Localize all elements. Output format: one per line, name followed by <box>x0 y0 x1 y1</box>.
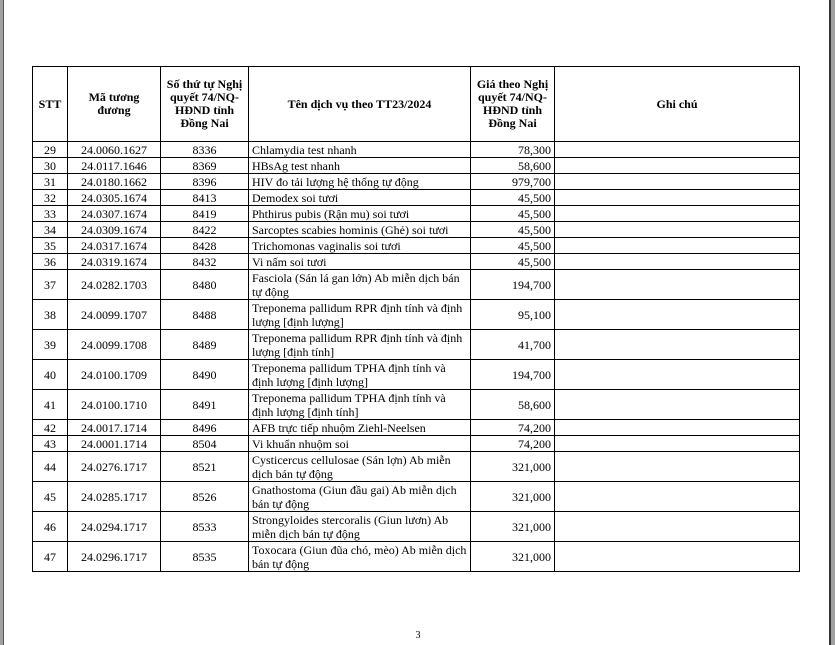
cell-stt: 45 <box>33 482 68 512</box>
cell-price: 45,500 <box>471 190 555 206</box>
cell-equivalent-code: 24.0100.1709 <box>68 360 161 390</box>
cell-stt: 41 <box>33 390 68 420</box>
table-row <box>33 190 800 206</box>
header-stt: STT <box>33 67 68 142</box>
cell-equivalent-code: 24.0307.1674 <box>68 206 161 222</box>
cell-equivalent-code: 24.0309.1674 <box>68 222 161 238</box>
cell-notes <box>555 330 800 360</box>
cell-notes <box>555 222 800 238</box>
cell-price: 74,200 <box>471 436 555 452</box>
table-row <box>33 542 800 572</box>
cell-equivalent-code: 24.0317.1674 <box>68 238 161 254</box>
cell-service-name: HBsAg test nhanh <box>249 158 471 174</box>
cell-service-name: Toxocara (Giun đũa chó, mèo) Ab miễn dịch bán tự động <box>249 542 471 572</box>
cell-notes <box>555 300 800 330</box>
cell-notes <box>555 238 800 254</box>
cell-equivalent-code: 24.0282.1703 <box>68 270 161 300</box>
cell-service-name: Phthirus pubis (Rận mu) soi tươi <box>249 206 471 222</box>
header-service-name: Tên dịch vụ theo TT23/2024 <box>249 67 471 142</box>
cell-service-name: Treponema pallidum TPHA định tính và định lượng [định lượng] <box>249 360 471 390</box>
cell-equivalent-code: 24.0117.1646 <box>68 158 161 174</box>
cell-resolution-number: 8490 <box>161 360 249 390</box>
cell-resolution-number: 8533 <box>161 512 249 542</box>
cell-equivalent-code: 24.0296.1717 <box>68 542 161 572</box>
table-row <box>33 222 800 238</box>
cell-resolution-number: 8428 <box>161 238 249 254</box>
cell-resolution-number: 8336 <box>161 142 249 158</box>
cell-resolution-number: 8419 <box>161 206 249 222</box>
table-row <box>33 300 800 330</box>
cell-notes <box>555 360 800 390</box>
cell-service-name: Strongyloides stercoralis (Giun lươn) Ab miễn dịch bán tự động <box>249 512 471 542</box>
table-row <box>33 390 800 420</box>
table-row <box>33 238 800 254</box>
cell-stt: 46 <box>33 512 68 542</box>
cell-price: 45,500 <box>471 238 555 254</box>
cell-notes <box>555 390 800 420</box>
cell-notes <box>555 452 800 482</box>
cell-service-name: Cysticercus cellulosae (Sán lợn) Ab miễn dịch bán tự động <box>249 452 471 482</box>
cell-stt: 36 <box>33 254 68 270</box>
cell-service-name: Gnathostoma (Giun đầu gai) Ab miễn dịch bán tự động <box>249 482 471 512</box>
cell-equivalent-code: 24.0285.1717 <box>68 482 161 512</box>
cell-service-name: Chlamydia test nhanh <box>249 142 471 158</box>
cell-equivalent-code: 24.0305.1674 <box>68 190 161 206</box>
cell-stt: 44 <box>33 452 68 482</box>
cell-service-name: HIV đo tải lượng hệ thống tự động <box>249 174 471 190</box>
table-row <box>33 330 800 360</box>
table-row <box>33 142 800 158</box>
cell-price: 95,100 <box>471 300 555 330</box>
cell-equivalent-code: 24.0276.1717 <box>68 452 161 482</box>
table-row <box>33 158 800 174</box>
cell-resolution-number: 8432 <box>161 254 249 270</box>
cell-equivalent-code: 24.0099.1708 <box>68 330 161 360</box>
cell-stt: 32 <box>33 190 68 206</box>
cell-resolution-number: 8488 <box>161 300 249 330</box>
price-table <box>32 66 800 572</box>
cell-price: 321,000 <box>471 452 555 482</box>
cell-price: 321,000 <box>471 512 555 542</box>
table-row <box>33 482 800 512</box>
cell-service-name: Vi khuẩn nhuộm soi <box>249 436 471 452</box>
cell-stt: 39 <box>33 330 68 360</box>
header-price: Giá theo Nghị quyết 74/NQ-HĐND tỉnh Đồng Nai <box>471 67 555 142</box>
cell-service-name: Treponema pallidum RPR định tính và định lượng [định tính] <box>249 330 471 360</box>
cell-resolution-number: 8413 <box>161 190 249 206</box>
cell-equivalent-code: 24.0017.1714 <box>68 420 161 436</box>
cell-price: 41,700 <box>471 330 555 360</box>
cell-stt: 42 <box>33 420 68 436</box>
cell-notes <box>555 254 800 270</box>
cell-equivalent-code: 24.0060.1627 <box>68 142 161 158</box>
cell-equivalent-code: 24.0099.1707 <box>68 300 161 330</box>
cell-resolution-number: 8489 <box>161 330 249 360</box>
cell-notes <box>555 158 800 174</box>
cell-notes <box>555 174 800 190</box>
table-row <box>33 360 800 390</box>
cell-service-name: Trichomonas vaginalis soi tươi <box>249 238 471 254</box>
cell-notes <box>555 142 800 158</box>
cell-equivalent-code: 24.0294.1717 <box>68 512 161 542</box>
cell-notes <box>555 270 800 300</box>
table-body <box>33 142 800 572</box>
cell-service-name: Vi nấm soi tươi <box>249 254 471 270</box>
table-row <box>33 254 800 270</box>
cell-resolution-number: 8504 <box>161 436 249 452</box>
cell-stt: 35 <box>33 238 68 254</box>
cell-stt: 43 <box>33 436 68 452</box>
cell-price: 321,000 <box>471 482 555 512</box>
cell-price: 45,500 <box>471 206 555 222</box>
table-row <box>33 436 800 452</box>
cell-price: 45,500 <box>471 254 555 270</box>
cell-stt: 34 <box>33 222 68 238</box>
header-notes: Ghi chú <box>555 67 800 142</box>
cell-resolution-number: 8369 <box>161 158 249 174</box>
cell-stt: 33 <box>33 206 68 222</box>
cell-stt: 40 <box>33 360 68 390</box>
cell-stt: 37 <box>33 270 68 300</box>
table-row <box>33 420 800 436</box>
table-row <box>33 512 800 542</box>
cell-service-name: AFB trực tiếp nhuộm Ziehl-Neelsen <box>249 420 471 436</box>
cell-price: 78,300 <box>471 142 555 158</box>
cell-notes <box>555 436 800 452</box>
cell-notes <box>555 482 800 512</box>
cell-stt: 47 <box>33 542 68 572</box>
cell-resolution-number: 8535 <box>161 542 249 572</box>
cell-notes <box>555 190 800 206</box>
document-page <box>3 0 831 645</box>
cell-price: 58,600 <box>471 158 555 174</box>
cell-resolution-number: 8396 <box>161 174 249 190</box>
cell-stt: 30 <box>33 158 68 174</box>
cell-equivalent-code: 24.0319.1674 <box>68 254 161 270</box>
cell-price: 194,700 <box>471 360 555 390</box>
cell-resolution-number: 8422 <box>161 222 249 238</box>
cell-price: 74,200 <box>471 420 555 436</box>
cell-stt: 29 <box>33 142 68 158</box>
cell-price: 45,500 <box>471 222 555 238</box>
cell-resolution-number: 8526 <box>161 482 249 512</box>
cell-price: 979,700 <box>471 174 555 190</box>
table-row <box>33 452 800 482</box>
table-row <box>33 174 800 190</box>
cell-notes <box>555 542 800 572</box>
table-header-row <box>33 67 800 142</box>
cell-price: 58,600 <box>471 390 555 420</box>
cell-price: 194,700 <box>471 270 555 300</box>
cell-notes <box>555 512 800 542</box>
table-row <box>33 270 800 300</box>
cell-notes <box>555 206 800 222</box>
cell-notes <box>555 420 800 436</box>
cell-stt: 31 <box>33 174 68 190</box>
cell-resolution-number: 8480 <box>161 270 249 300</box>
cell-service-name: Sarcoptes scabies hominis (Ghẻ) soi tươi <box>249 222 471 238</box>
cell-equivalent-code: 24.0100.1710 <box>68 390 161 420</box>
cell-service-name: Treponema pallidum TPHA định tính và định lượng [định tính] <box>249 390 471 420</box>
cell-equivalent-code: 24.0180.1662 <box>68 174 161 190</box>
table-row <box>33 206 800 222</box>
cell-resolution-number: 8521 <box>161 452 249 482</box>
cell-stt: 38 <box>33 300 68 330</box>
cell-resolution-number: 8496 <box>161 420 249 436</box>
cell-service-name: Demodex soi tươi <box>249 190 471 206</box>
cell-resolution-number: 8491 <box>161 390 249 420</box>
cell-service-name: Treponema pallidum RPR định tính và định lượng [định lượng] <box>249 300 471 330</box>
header-resolution-number: Số thứ tự Nghị quyết 74/NQ-HĐND tỉnh Đồng Nai <box>161 67 249 142</box>
page-number: 3 <box>415 630 421 641</box>
header-equivalent-code: Mã tương đương <box>68 67 161 142</box>
cell-service-name: Fasciola (Sán lá gan lớn) Ab miễn dịch bán tự động <box>249 270 471 300</box>
cell-price: 321,000 <box>471 542 555 572</box>
cell-equivalent-code: 24.0001.1714 <box>68 436 161 452</box>
